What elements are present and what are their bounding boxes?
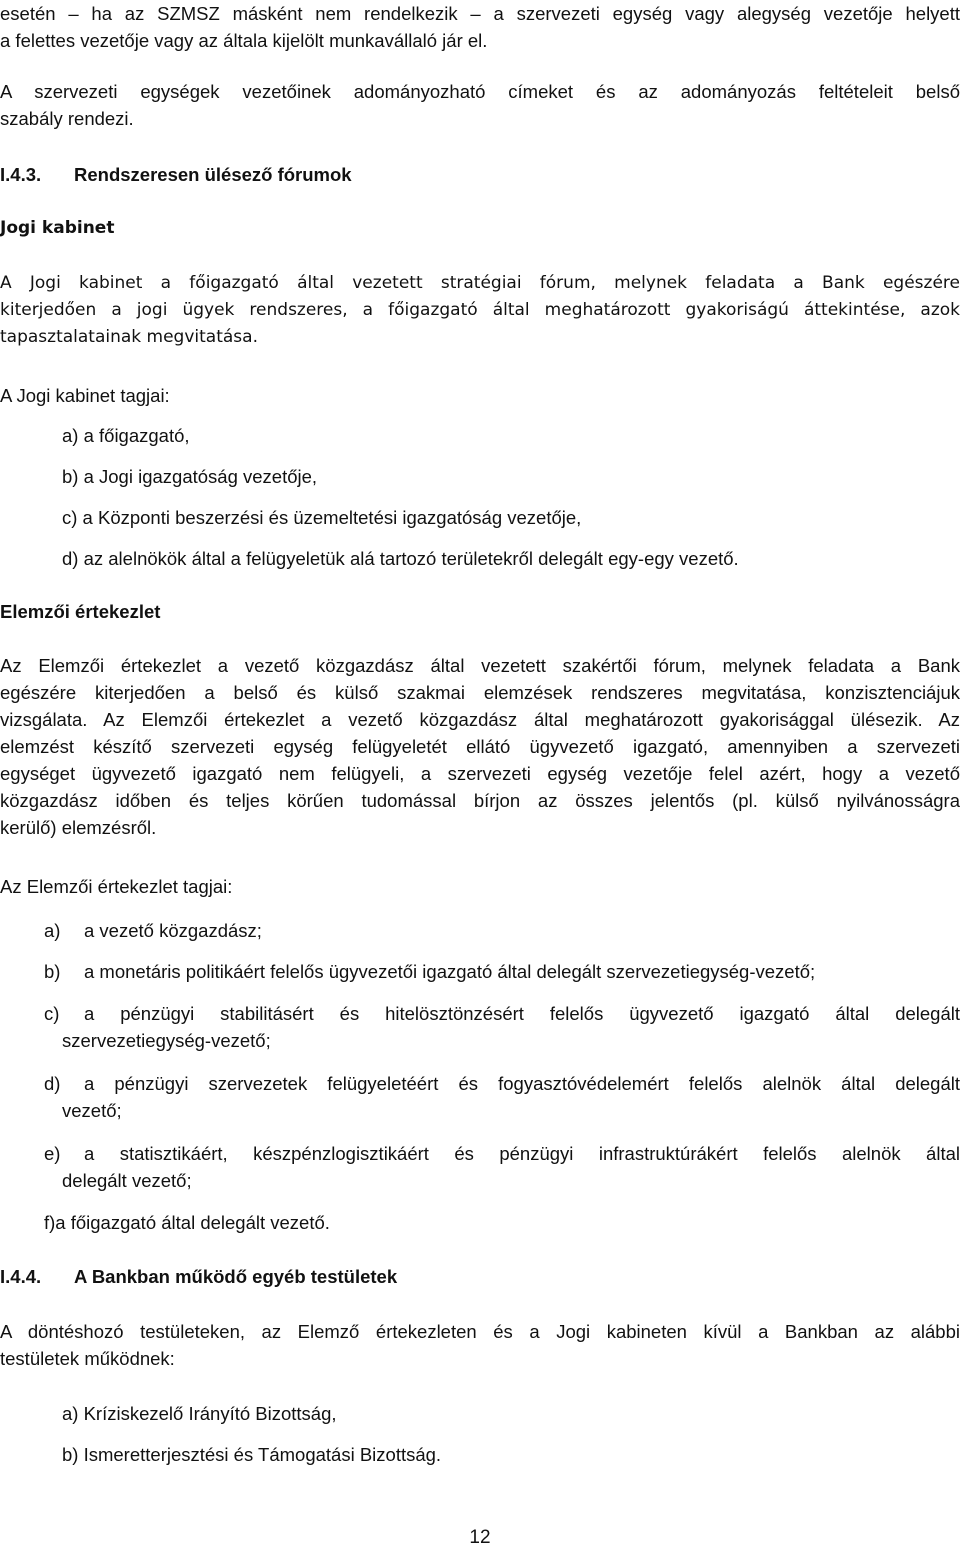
section-heading-1-4-4 bbox=[0, 1263, 960, 1290]
list-item: b) a Jogi igazgatóság vezetője, bbox=[62, 466, 318, 487]
list-item: a) a főigazgató, bbox=[62, 425, 190, 446]
text-line: szabály rendezi. bbox=[0, 108, 134, 129]
text-line: elemzést készítő szervezeti egység felügyeletét ellátó ügyvezető igazgató, amennyiben a szervezeti bbox=[0, 736, 960, 757]
list-item: a) Kríziskezelő Irányító Bizottság, bbox=[62, 1403, 337, 1424]
elemzoi-paragraph bbox=[0, 652, 960, 841]
intro-paragraph-1 bbox=[0, 0, 960, 54]
list-letter: d) bbox=[44, 1073, 61, 1094]
section-1-4-4-paragraph bbox=[0, 1318, 960, 1372]
section-title: A Bankban működő egyéb testületek bbox=[74, 1266, 398, 1287]
text-line: A szervezeti egységek vezetőinek adományozható címeket és az adományozás feltételeit belső bbox=[0, 81, 960, 102]
jogi-members-list bbox=[62, 422, 942, 572]
list-letter: b) bbox=[44, 961, 61, 982]
text-line: közgazdász időben és teljes körűen tudomással bírjon az összes jelentős (pl. külső nyilvánosságra bbox=[0, 790, 960, 811]
section-number: I.4.3. bbox=[0, 164, 42, 185]
text-line: egészére kiterjedően a belső és külső szakmai elemzések rendszeres megvitatása, konzisztenciájuk bbox=[0, 682, 960, 703]
elemzoi-members-label: Az Elemzői értekezlet tagjai: bbox=[0, 876, 233, 897]
bodies-list bbox=[62, 1400, 942, 1468]
list-item: c) a pénzügyi stabilitásért és hitelösztönzésért felelős ügyvezető igazgató által delegált szervezetiegység-vezető; bbox=[44, 1000, 960, 1054]
list-item: f)a főigazgató által delegált vezető. bbox=[44, 1212, 330, 1233]
text-line: vizsgálata. Az Elemzői értekezlet a vezető közgazdász által meghatározott gyakorisággal ülésezik. Az bbox=[0, 709, 960, 730]
text-line: kiterjedően a jogi ügyek rendszeres, a főigazgató által meghatározott gyakoriságú áttekintése, azok bbox=[0, 300, 960, 320]
section-title: Rendszeresen ülésező fórumok bbox=[74, 164, 352, 185]
list-item: a) a vezető közgazdász; bbox=[44, 917, 960, 944]
jogi-kabinet-paragraph bbox=[0, 270, 960, 351]
list-item: e) a statisztikáért, készpénzlogisztikáért és pénzügyi infrastruktúrákért felelős alelnök által delegált vezető; bbox=[44, 1140, 960, 1194]
list-letter: c) bbox=[44, 1003, 60, 1024]
list-item: b) a monetáris politikáért felelős ügyvezetői igazgató által delegált szervezetiegység-vezető; bbox=[44, 958, 960, 985]
text-line: tapasztalatainak megvitatása. bbox=[0, 327, 258, 347]
list-letter: a) bbox=[44, 920, 61, 941]
text-line: A döntéshozó testületeken, az Elemző értekezleten és a Jogi kabineten kívül a Bankban az alábbi bbox=[0, 1321, 960, 1342]
page-number: 12 bbox=[469, 1527, 491, 1548]
list-item: d) az alelnökök által a felügyeletük alá tartozó területekről delegált egy-egy vezető. bbox=[62, 548, 739, 569]
list-letter: e) bbox=[44, 1143, 61, 1164]
subheading-elemzoi-ertekezlet: Elemzői értekezlet bbox=[0, 601, 161, 622]
text-line: testületek működnek: bbox=[0, 1348, 175, 1369]
section-number: I.4.4. bbox=[0, 1266, 42, 1287]
jogi-members-label: A Jogi kabinet tagjai: bbox=[0, 385, 170, 406]
text-line: egységet ügyvezető igazgató nem felügyeli, a szervezeti egység vezetője felel azért, hogy a vezető bbox=[0, 763, 960, 784]
text-line: A Jogi kabinet a főigazgató által vezetett stratégiai fórum, melynek feladata a Bank egészére bbox=[0, 273, 960, 293]
list-item: b) Ismeretterjesztési és Támogatási Bizottság. bbox=[62, 1444, 442, 1465]
text-line: kerülő) elemzésről. bbox=[0, 817, 157, 838]
list-item: c) a Központi beszerzési és üzemeltetési igazgatóság vezetője, bbox=[62, 507, 582, 528]
list-item: d) a pénzügyi szervezetek felügyeletéért és fogyasztóvédelemért felelős alelnök által delegált vezető; bbox=[44, 1070, 960, 1124]
text-line: esetén – ha az SZMSZ másként nem rendelkezik – a szervezeti egység vagy alegység vezetője helyett bbox=[0, 3, 960, 24]
section-heading-1-4-3 bbox=[0, 161, 960, 188]
text-line: Az Elemzői értekezlet a vezető közgazdász által vezetett szakértői fórum, melynek feladata a Bank bbox=[0, 655, 960, 676]
text-line: a felettes vezetője vagy az általa kijelölt munkavállaló jár el. bbox=[0, 30, 488, 51]
subheading-jogi-kabinet: Jogi kabinet bbox=[0, 218, 115, 238]
intro-paragraph-2 bbox=[0, 78, 960, 132]
